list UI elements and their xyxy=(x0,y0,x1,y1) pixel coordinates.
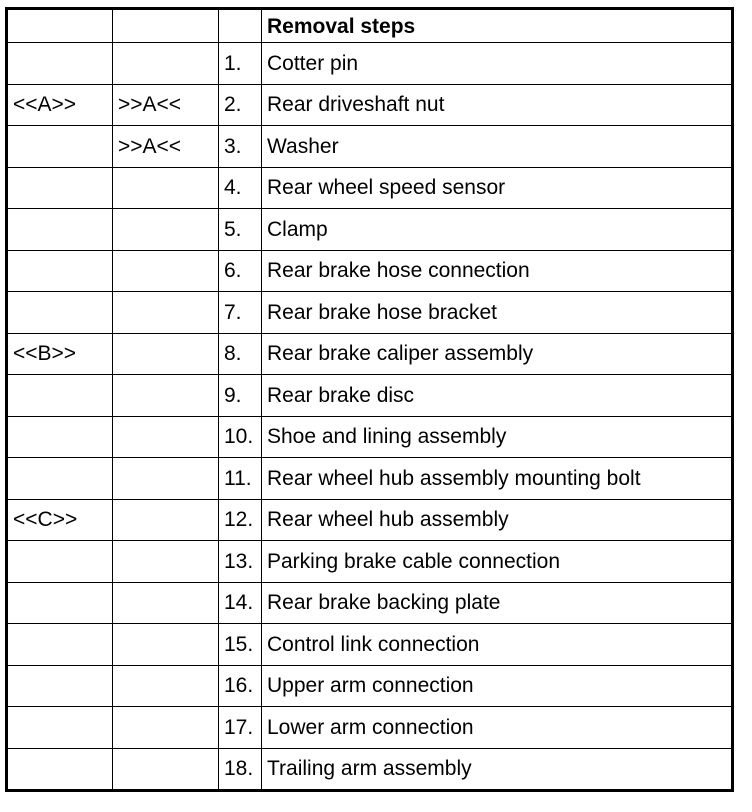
ref-b-cell xyxy=(113,292,219,334)
table-row xyxy=(7,43,733,85)
ref-b-cell xyxy=(113,748,219,791)
step-name: Rear brake caliper assembly xyxy=(262,333,733,375)
step-name: Lower arm connection xyxy=(262,707,733,749)
step-name: Rear wheel speed sensor xyxy=(262,167,733,209)
ref-a-cell xyxy=(7,707,113,749)
ref-b-cell xyxy=(113,167,219,209)
ref-a-cell: <<B>> xyxy=(7,333,113,375)
step-name: Rear driveshaft nut xyxy=(262,84,733,126)
table-row xyxy=(7,209,733,251)
table-row xyxy=(7,624,733,666)
ref-a-cell xyxy=(7,126,113,168)
ref-a-cell xyxy=(7,458,113,500)
step-name: Rear brake disc xyxy=(262,375,733,417)
header-row xyxy=(7,9,733,43)
table-row xyxy=(7,333,733,375)
table-row xyxy=(7,541,733,583)
step-name: Rear brake backing plate xyxy=(262,582,733,624)
ref-b-cell: >>A<< xyxy=(113,126,219,168)
table-row xyxy=(7,126,733,168)
ref-b-cell xyxy=(113,582,219,624)
step-name: Cotter pin xyxy=(262,43,733,85)
step-number: 7. xyxy=(219,292,262,334)
step-name: Upper arm connection xyxy=(262,665,733,707)
ref-a-cell xyxy=(7,250,113,292)
ref-a-cell xyxy=(7,541,113,583)
table-row xyxy=(7,499,733,541)
header-title: Removal steps xyxy=(262,9,733,43)
ref-a-cell xyxy=(7,167,113,209)
ref-a-cell xyxy=(7,624,113,666)
step-name: Rear brake hose bracket xyxy=(262,292,733,334)
step-name: Rear wheel hub assembly mounting bolt xyxy=(262,458,733,500)
table-row xyxy=(7,665,733,707)
step-name: Parking brake cable connection xyxy=(262,541,733,583)
step-number: 1. xyxy=(219,43,262,85)
ref-a-cell: <<A>> xyxy=(7,84,113,126)
step-number: 4. xyxy=(219,167,262,209)
ref-b-cell xyxy=(113,250,219,292)
ref-a-cell xyxy=(7,292,113,334)
step-name: Control link connection xyxy=(262,624,733,666)
step-number: 6. xyxy=(219,250,262,292)
header-cell-ref-b xyxy=(113,9,219,43)
ref-b-cell xyxy=(113,375,219,417)
step-number: 10. xyxy=(219,416,262,458)
step-number: 14. xyxy=(219,582,262,624)
ref-b-cell xyxy=(113,43,219,85)
table-row xyxy=(7,167,733,209)
ref-a-cell xyxy=(7,209,113,251)
ref-b-cell xyxy=(113,458,219,500)
step-name: Rear brake hose connection xyxy=(262,250,733,292)
header-cell-num xyxy=(219,9,262,43)
step-number: 9. xyxy=(219,375,262,417)
ref-a-cell xyxy=(7,43,113,85)
step-number: 8. xyxy=(219,333,262,375)
table-row xyxy=(7,707,733,749)
ref-a-cell xyxy=(7,748,113,791)
table-row xyxy=(7,292,733,334)
ref-b-cell xyxy=(113,624,219,666)
ref-b-cell xyxy=(113,541,219,583)
table-row xyxy=(7,416,733,458)
ref-a-cell xyxy=(7,582,113,624)
table-row xyxy=(7,748,733,791)
table-row xyxy=(7,582,733,624)
step-name: Washer xyxy=(262,126,733,168)
ref-a-cell xyxy=(7,416,113,458)
step-number: 12. xyxy=(219,499,262,541)
step-number: 11. xyxy=(219,458,262,500)
step-name: Clamp xyxy=(262,209,733,251)
table-row xyxy=(7,84,733,126)
ref-a-cell xyxy=(7,375,113,417)
step-number: 15. xyxy=(219,624,262,666)
ref-b-cell: >>A<< xyxy=(113,84,219,126)
ref-a-cell xyxy=(7,665,113,707)
step-number: 17. xyxy=(219,707,262,749)
header-cell-ref-a xyxy=(7,9,113,43)
removal-steps-table xyxy=(5,7,734,792)
step-name: Trailing arm assembly xyxy=(262,748,733,791)
table-body xyxy=(7,9,733,791)
ref-b-cell xyxy=(113,209,219,251)
table-row xyxy=(7,458,733,500)
step-number: 5. xyxy=(219,209,262,251)
ref-a-cell: <<C>> xyxy=(7,499,113,541)
ref-b-cell xyxy=(113,499,219,541)
step-name: Shoe and lining assembly xyxy=(262,416,733,458)
table-row xyxy=(7,250,733,292)
step-number: 13. xyxy=(219,541,262,583)
ref-b-cell xyxy=(113,707,219,749)
ref-b-cell xyxy=(113,665,219,707)
ref-b-cell xyxy=(113,333,219,375)
step-number: 3. xyxy=(219,126,262,168)
ref-b-cell xyxy=(113,416,219,458)
step-number: 2. xyxy=(219,84,262,126)
step-number: 16. xyxy=(219,665,262,707)
step-name: Rear wheel hub assembly xyxy=(262,499,733,541)
step-number: 18. xyxy=(219,748,262,791)
table-row xyxy=(7,375,733,417)
